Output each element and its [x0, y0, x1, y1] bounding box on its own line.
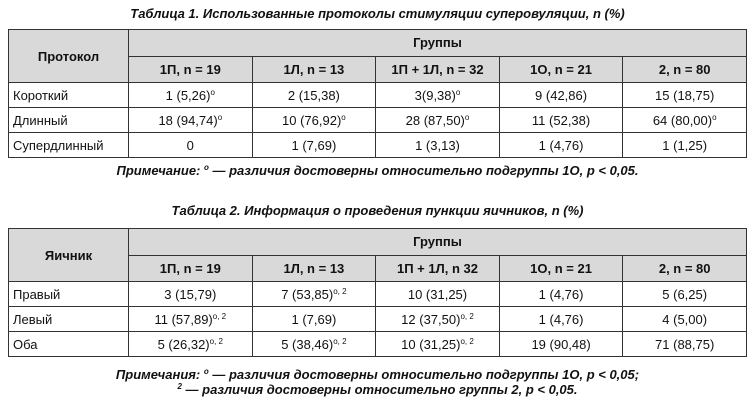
note-text: — различия достоверны относительно группы 2, p < 0,05. [181, 382, 578, 397]
table-cell [499, 282, 623, 307]
table-cell [129, 83, 253, 108]
table-cell [623, 332, 747, 357]
cell-footnote-mark: о, 2 [333, 286, 347, 296]
cell-value: 3 (15,79) [164, 286, 217, 302]
cell-value: 28 (87,50) [405, 112, 465, 128]
cell-value: 18 (94,74) [158, 112, 218, 128]
cell-footnote-mark: о [210, 87, 215, 97]
cell-footnote-mark: о, 2 [460, 311, 474, 321]
table-row [9, 133, 747, 158]
cell-value: 11 (57,89) [154, 311, 213, 327]
cell-value: 15 (18,75) [655, 87, 715, 103]
cell-value: 10 (76,92) [282, 112, 342, 128]
table-cell [499, 133, 623, 158]
cell-value: 4 (5,00) [662, 311, 708, 327]
cell-footnote-mark: о, 2 [212, 311, 227, 321]
column-header: 1П, n = 19 [129, 255, 253, 282]
column-header: 1О, n = 21 [499, 56, 623, 83]
column-header: 1П + 1Л, n = 32 [376, 56, 500, 83]
note-prefix: Примечания: [115, 367, 204, 382]
cell-value: 71 (88,75) [655, 336, 715, 352]
table2 [8, 228, 747, 357]
column-header: 2, n = 80 [623, 255, 747, 282]
table-cell [129, 307, 253, 332]
cell-value: 5 (26,32) [157, 336, 210, 352]
table1-corner-header: Протокол [9, 30, 129, 83]
cell-footnote-mark: о [341, 112, 346, 122]
cell-value: 1 (5,26) [165, 87, 211, 103]
row-label: Короткий [9, 83, 129, 108]
cell-value: 2 (15,38) [287, 87, 340, 103]
table-cell [129, 133, 253, 158]
row-label: Левый [9, 307, 129, 332]
table-cell [252, 307, 376, 332]
cell-value: 10 (31,25) [401, 336, 461, 352]
table2-caption: Таблица 2. Информация о проведения пункции яичников, n (%) [171, 203, 584, 218]
cell-value: 7 (53,85) [281, 286, 334, 302]
table-cell [623, 282, 747, 307]
table-cell [129, 108, 253, 133]
column-header: 1П, n = 19 [129, 56, 253, 83]
table-row [9, 108, 747, 133]
cell-value: 0 [186, 137, 194, 153]
table-cell [623, 108, 747, 133]
table1-caption: Таблица 1. Использованные протоколы стимуляции суперовуляции, n (%) [130, 6, 625, 21]
column-header: 2, n = 80 [623, 56, 747, 83]
table-cell [499, 83, 623, 108]
row-label: Оба [9, 332, 129, 357]
table-cell [376, 83, 500, 108]
row-label: Супердлинный [9, 133, 129, 158]
table-cell [252, 108, 376, 133]
table-row [9, 307, 747, 332]
table-cell [376, 108, 500, 133]
table-cell [499, 307, 623, 332]
table2-groups-header: Группы [129, 229, 747, 256]
cell-value: 5 (6,25) [662, 286, 708, 302]
cell-value: 1 (4,76) [538, 137, 584, 153]
table-cell [499, 332, 623, 357]
table-cell [623, 133, 747, 158]
table-row [9, 282, 747, 307]
row-label: Правый [9, 282, 129, 307]
cell-value: 19 (90,48) [531, 336, 591, 352]
cell-value: 1 (1,25) [662, 137, 708, 153]
cell-footnote-mark: о [464, 112, 470, 122]
cell-footnote-mark: о [455, 87, 461, 97]
table-cell [129, 282, 253, 307]
cell-footnote-mark: о [217, 112, 223, 122]
table-cell [376, 307, 500, 332]
table-row [9, 83, 747, 108]
table-cell [376, 332, 500, 357]
column-header: 1О, n = 21 [499, 255, 623, 282]
note-mark: о [203, 367, 209, 376]
row-label: Длинный [9, 108, 129, 133]
cell-value: 9 (42,86) [535, 87, 588, 103]
cell-value: 1 (4,76) [538, 286, 584, 302]
note-mark: 2 [177, 382, 182, 391]
cell-value: 64 (80,00) [652, 112, 713, 128]
table1-groups-header: Группы [129, 30, 747, 57]
cell-footnote-mark: о, 2 [460, 336, 474, 346]
table2-note [0, 367, 755, 397]
note-mark: о [204, 163, 209, 172]
table-cell [499, 108, 623, 133]
table-cell [252, 83, 376, 108]
cell-value: 1 (7,69) [291, 311, 337, 327]
table-cell [376, 133, 500, 158]
note-text: — различия достоверны относительно подгруппы 1О, p < 0,05; [208, 367, 640, 382]
cell-footnote-mark: о, 2 [209, 336, 223, 346]
cell-value: 1 (3,13) [415, 137, 460, 153]
cell-value: 5 (38,46) [281, 336, 334, 352]
cell-footnote-mark: о, 2 [333, 336, 347, 346]
cell-value: 11 (52,38) [531, 112, 591, 128]
table-cell [252, 332, 376, 357]
table-cell [129, 332, 253, 357]
cell-value: 3(9,38) [414, 87, 456, 103]
table-cell [252, 282, 376, 307]
table-cell [252, 133, 376, 158]
cell-value: 12 (37,50) [401, 311, 461, 327]
note-line-1 [0, 367, 755, 382]
table-cell [623, 83, 747, 108]
column-header: 1Л, n = 13 [252, 255, 376, 282]
table-cell [623, 307, 747, 332]
table2-corner-header: Яичник [9, 229, 129, 282]
note-line-2 [0, 382, 755, 397]
cell-value: 1 (4,76) [538, 311, 584, 327]
table1-note [0, 163, 755, 178]
note-prefix: Примечание: [116, 163, 204, 178]
cell-value: 10 (31,25) [407, 286, 468, 302]
cell-footnote-mark: о [712, 112, 717, 122]
cell-value: 1 (7,69) [291, 137, 337, 153]
note-text: — различия достоверны относительно подгруппы 1О, p < 0,05. [208, 163, 639, 178]
table-cell [376, 282, 500, 307]
table-row [9, 332, 747, 357]
table1 [8, 29, 747, 158]
column-header: 1П + 1Л, n 32 [376, 255, 500, 282]
column-header: 1Л, n = 13 [252, 56, 376, 83]
